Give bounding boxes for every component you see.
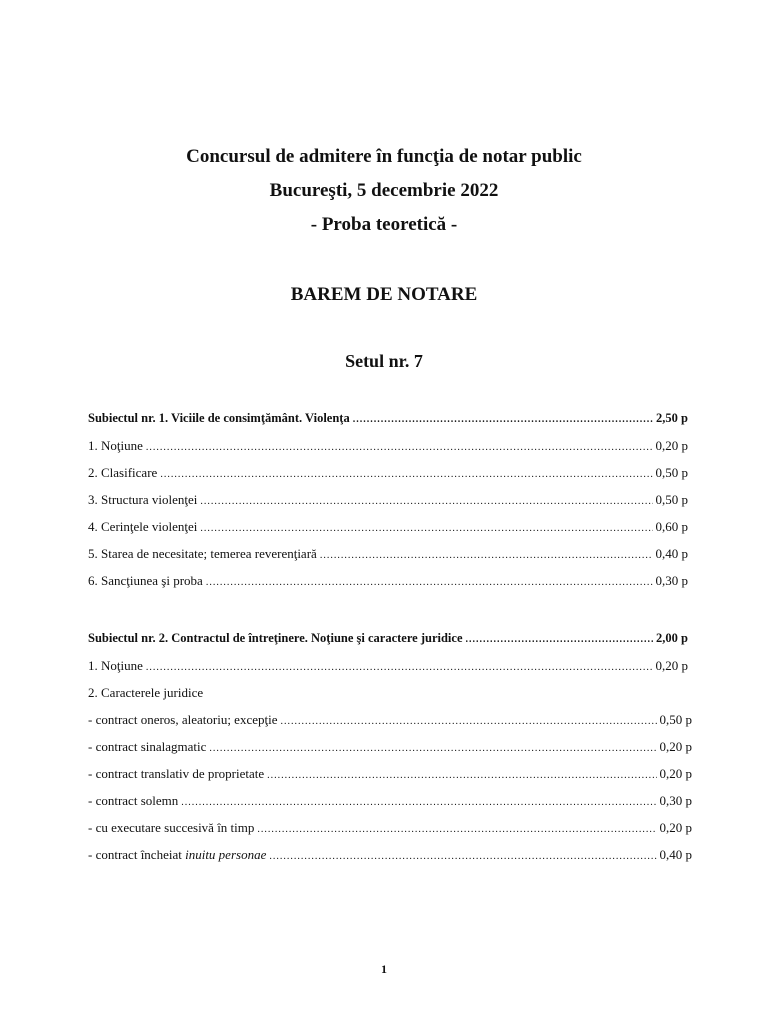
leader-dots bbox=[257, 816, 656, 843]
item-points: 0,50 p bbox=[659, 712, 692, 727]
leader-dots bbox=[146, 654, 653, 681]
subject-2-heading bbox=[88, 625, 688, 652]
item-points: 0,20 p bbox=[659, 739, 692, 754]
item-label: 6. Sancţiunea şi proba bbox=[88, 573, 203, 588]
list-item bbox=[88, 679, 688, 706]
item-label: - contract solemn bbox=[88, 793, 179, 808]
set-number: Setul nr. 7 bbox=[345, 351, 423, 371]
list-item bbox=[88, 459, 688, 486]
item-label: 4. Cerinţele violenţei bbox=[88, 519, 198, 534]
subject-1-heading bbox=[88, 405, 688, 432]
leader-dots bbox=[146, 434, 653, 461]
item-label: - contract oneros, aleatoriu; excepţie bbox=[88, 712, 278, 727]
sub-list-item bbox=[88, 760, 692, 787]
sub-list-item bbox=[88, 706, 692, 733]
subject-2-title: Subiectul nr. 2. Contractul de întreţinere. Noţiune şi caractere juridice bbox=[88, 631, 463, 645]
item-label: 1. Noţiune bbox=[88, 438, 143, 453]
leader-dots bbox=[200, 515, 652, 542]
item-points: 0,50 p bbox=[655, 492, 688, 507]
leader-dots bbox=[281, 708, 657, 735]
list-item bbox=[88, 486, 688, 513]
item-label: - contract translativ de proprietate bbox=[88, 766, 265, 781]
subject-1-title: Subiectul nr. 1. Viciile de consimţământ. Violenţa bbox=[88, 411, 350, 425]
item-label-latin-term: inuitu personae bbox=[185, 847, 267, 862]
list-item bbox=[88, 513, 688, 540]
item-label: 5. Starea de necesitate; temerea reverenţiară bbox=[88, 546, 317, 561]
exam-title: Concursul de admitere în funcţia de notar public bbox=[186, 146, 582, 167]
leader-dots bbox=[206, 569, 653, 596]
item-points: 0,20 p bbox=[659, 820, 692, 835]
list-item bbox=[88, 652, 688, 679]
list-item bbox=[88, 540, 688, 567]
exam-stage: - Proba teoretică - bbox=[310, 214, 458, 235]
item-label: - cu executare succesivă în timp bbox=[88, 820, 255, 835]
item-points: 0,30 p bbox=[659, 793, 692, 808]
item-points: 0,50 p bbox=[655, 465, 688, 480]
sub-list-item bbox=[88, 787, 692, 814]
item-label bbox=[88, 841, 266, 868]
leader-dots bbox=[209, 735, 656, 762]
subject-2-points: 2,00 p bbox=[656, 631, 688, 645]
leader-dots bbox=[466, 626, 654, 653]
sub-list-item bbox=[88, 841, 692, 868]
item-points: 0,20 p bbox=[655, 438, 688, 453]
item-points: 0,30 p bbox=[655, 573, 688, 588]
sub-list-item bbox=[88, 733, 692, 760]
subject-1-points: 2,50 p bbox=[656, 411, 688, 425]
item-points: 0,40 p bbox=[655, 546, 688, 561]
item-label: 2. Clasificare bbox=[88, 465, 158, 480]
leader-dots bbox=[269, 843, 656, 870]
list-item bbox=[88, 432, 688, 459]
item-points: 0,40 p bbox=[659, 847, 692, 862]
item-label-prefix: - contract încheiat bbox=[88, 847, 186, 862]
leader-dots bbox=[320, 542, 653, 569]
item-label: 1. Noţiune bbox=[88, 658, 143, 673]
item-points: 0,60 p bbox=[655, 519, 688, 534]
leader-dots bbox=[181, 789, 656, 816]
leader-dots bbox=[353, 406, 653, 433]
subject-1-section bbox=[88, 405, 688, 594]
sub-list-item bbox=[88, 814, 692, 841]
item-label: - contract sinalagmatic bbox=[88, 739, 207, 754]
list-item bbox=[88, 567, 688, 594]
page-number: 1 bbox=[381, 962, 387, 976]
item-points: 0,20 p bbox=[659, 766, 692, 781]
item-label: 3. Structura violenţei bbox=[88, 492, 198, 507]
document-title: BAREM DE NOTARE bbox=[290, 284, 478, 305]
leader-dots bbox=[267, 762, 656, 789]
item-label: 2. Caracterele juridice bbox=[88, 685, 204, 700]
exam-location-date: Bucureşti, 5 decembrie 2022 bbox=[269, 180, 499, 201]
item-points: 0,20 p bbox=[655, 658, 688, 673]
subject-2-section bbox=[88, 625, 692, 868]
leader-dots bbox=[200, 488, 652, 515]
leader-dots bbox=[160, 461, 652, 488]
